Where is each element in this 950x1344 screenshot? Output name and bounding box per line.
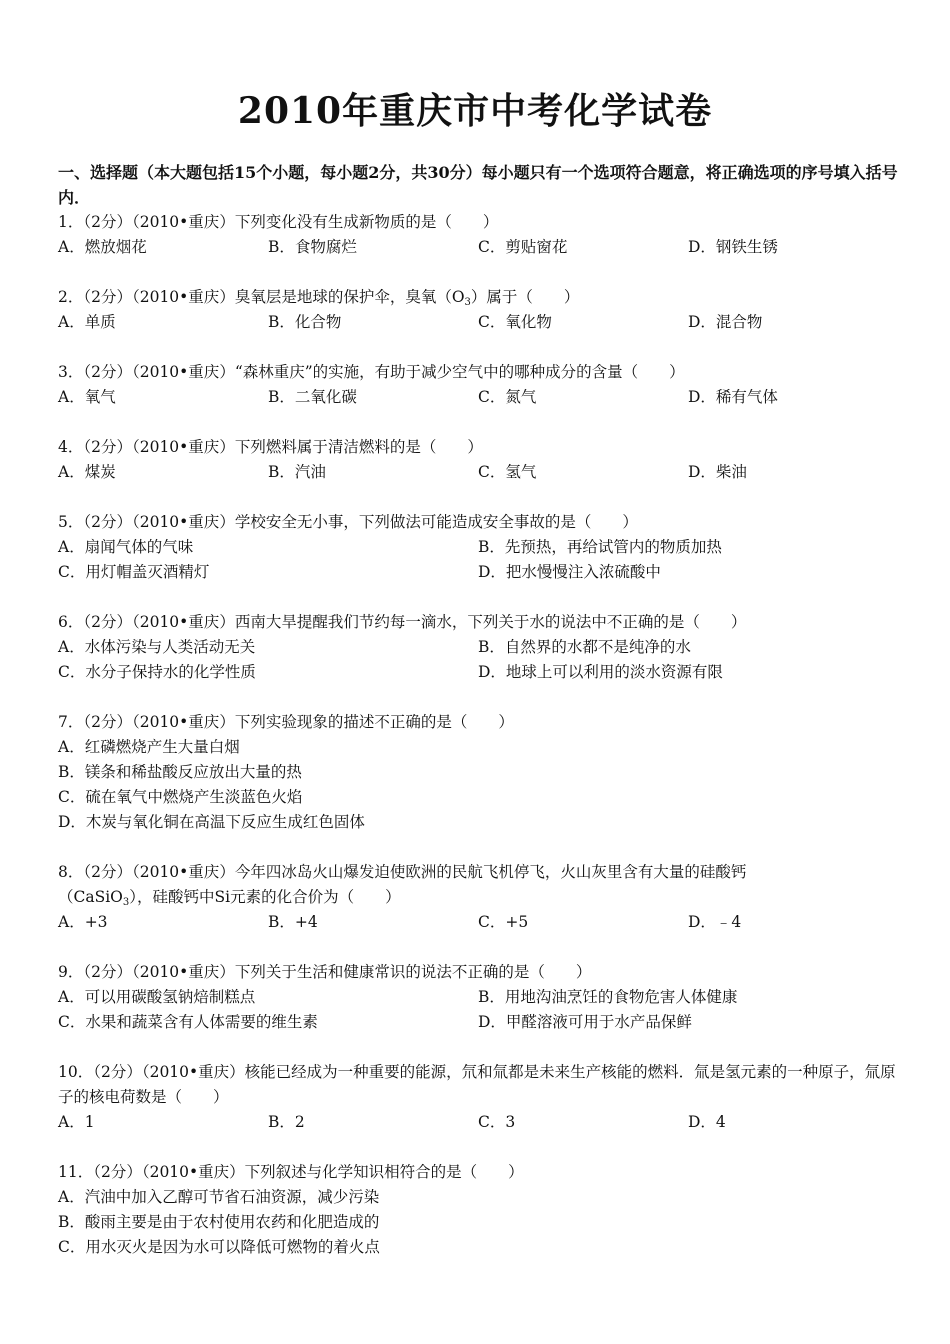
- question-list: [58, 210, 898, 1285]
- question-4: [58, 435, 898, 485]
- question-stem: 8．（2分）（2010•重庆）今年四冰岛火山爆发迫使欧洲的民航飞机停飞，火山灰里含有大量的硅酸钙: [58, 863, 747, 881]
- option-d: D．甲醛溶液可用于水产品保鲜: [478, 1013, 692, 1031]
- question-9: [58, 960, 898, 1035]
- option-b: B．食物腐烂: [268, 238, 357, 256]
- question-3: [58, 360, 898, 410]
- section-header: 一、选择题（本大题包括15个小题，每小题2分，共30分）每小题只有一个选项符合题意，将正确选项的序号填入括号内．: [58, 163, 898, 207]
- option-b: B．酸雨主要是由于农村使用农药和化肥造成的: [58, 1213, 380, 1231]
- options: [58, 1110, 898, 1135]
- question-stem: 3．（2分）（2010•重庆）“森林重庆”的实施，有助于减少空气中的哪种成分的含量（ ）: [58, 363, 685, 381]
- option-a: A．红磷燃烧产生大量白烟: [58, 738, 240, 756]
- option-a: A．氧气: [58, 388, 116, 406]
- option-d: D．木炭与氧化铜在高温下反应生成红色固体: [58, 813, 365, 831]
- option-c: C．用灯帽盖灭酒精灯: [58, 563, 210, 581]
- subscript: 3: [464, 297, 471, 308]
- option-a: A．汽油中加入乙醇可节省石油资源，减少污染: [58, 1188, 380, 1206]
- question-stem: 1．（2分）（2010•重庆）下列变化没有生成新物质的是（ ）: [58, 213, 499, 231]
- option-c: C．用水灭火是因为水可以降低可燃物的着火点: [58, 1238, 380, 1256]
- option-a: A．燃放烟花: [58, 238, 147, 256]
- option-c: C．剪贴窗花: [478, 238, 568, 256]
- options: [58, 1185, 898, 1260]
- subscript: 3: [122, 897, 130, 908]
- option-b: B．二氧化碳: [268, 388, 357, 406]
- question-stem: 7．（2分）（2010•重庆）下列实验现象的描述不正确的是（ ）: [58, 713, 514, 731]
- options: [58, 535, 898, 585]
- options: [58, 635, 898, 685]
- options: [58, 735, 898, 835]
- exam-title: 2010年重庆市中考化学试卷: [237, 90, 713, 132]
- option-c: C．硫在氧气中燃烧产生淡蓝色火焰: [58, 788, 303, 806]
- option-d: D．把水慢慢注入浓硫酸中: [478, 563, 661, 581]
- option-d: D．地球上可以利用的淡水资源有限: [478, 663, 723, 681]
- options: [58, 385, 898, 410]
- option-a: A．煤炭: [58, 463, 116, 481]
- option-c: C．氧化物: [478, 313, 552, 331]
- option-b: B．+4: [268, 913, 318, 931]
- option-c: C．3: [478, 1113, 516, 1131]
- option-d: D．稀有气体: [688, 388, 778, 406]
- option-d: D．钢铁生锈: [688, 238, 778, 256]
- question-stem: 10．（2分）（2010•重庆）核能已经成为一种重要的能源，氘和氚都是未来生产核能的燃料．氚是氢元素的一种原子，氚原子的核电荷数是（ ）: [58, 1063, 896, 1106]
- question-11: [58, 1160, 898, 1260]
- question-stem: 5．（2分）（2010•重庆）学校安全无小事，下列做法可能造成安全事故的是（ ）: [58, 513, 638, 531]
- option-a: A．扇闻气体的气味: [58, 538, 194, 556]
- option-a: A．1: [58, 1113, 95, 1131]
- question-6: [58, 610, 898, 685]
- question-stem: 11．（2分）（2010•重庆）下列叙述与化学知识相符合的是（ ）: [58, 1163, 524, 1181]
- option-b: B．2: [268, 1113, 305, 1131]
- question-stem: 4．（2分）（2010•重庆）下列燃料属于清洁燃料的是（ ）: [58, 438, 483, 456]
- option-a: A．水体污染与人类活动无关: [58, 638, 256, 656]
- question-5: [58, 510, 898, 585]
- options: [58, 910, 898, 935]
- option-c: C．氢气: [478, 463, 537, 481]
- option-a: A．可以用碳酸氢钠焙制糕点: [58, 988, 256, 1006]
- question-2: [58, 285, 898, 335]
- option-a: A．单质: [58, 313, 116, 331]
- stem-text: （CaSiO: [58, 888, 123, 906]
- option-d: D．混合物: [688, 313, 763, 331]
- option-b: B．镁条和稀盐酸反应放出大量的热: [58, 763, 302, 781]
- option-b: B．用地沟油烹饪的食物危害人体健康: [478, 988, 738, 1006]
- question-stem: 6．（2分）（2010•重庆）西南大旱提醒我们节约每一滴水，下列关于水的说法中不正确的是（ ）: [58, 613, 747, 631]
- options: [58, 310, 898, 335]
- question-stem: 9．（2分）（2010•重庆）下列关于生活和健康常识的说法不正确的是（ ）: [58, 963, 592, 981]
- option-b: B．汽油: [268, 463, 326, 481]
- option-a: A．+3: [58, 913, 108, 931]
- stem-text: ）属于（ ）: [470, 288, 580, 306]
- option-c: C．水分子保持水的化学性质: [58, 663, 256, 681]
- option-b: B．先预热，再给试管内的物质加热: [478, 538, 722, 556]
- question-stem: [58, 285, 898, 310]
- stem-text: ），硅酸钙中Si元素的化合价为（ ）: [129, 888, 401, 906]
- option-c: C．水果和蔬菜含有人体需要的维生素: [58, 1013, 318, 1031]
- option-c: C．+5: [478, 913, 529, 931]
- options: [58, 460, 898, 485]
- question-1: [58, 210, 898, 260]
- question-10: [58, 1060, 898, 1135]
- stem-text: 2．（2分）（2010•重庆）臭氧层是地球的保护伞，臭氧（O: [58, 288, 465, 306]
- option-c: C．氮气: [478, 388, 537, 406]
- question-8: [58, 860, 898, 935]
- options: [58, 985, 898, 1035]
- options: [58, 235, 898, 260]
- option-b: B．化合物: [268, 313, 342, 331]
- option-d: D．﹣4: [688, 913, 742, 931]
- option-b: B．自然界的水都不是纯净的水: [478, 638, 691, 656]
- option-d: D．4: [688, 1113, 726, 1131]
- question-7: [58, 710, 898, 835]
- option-d: D．柴油: [688, 463, 747, 481]
- question-stem-line-2: [58, 885, 898, 910]
